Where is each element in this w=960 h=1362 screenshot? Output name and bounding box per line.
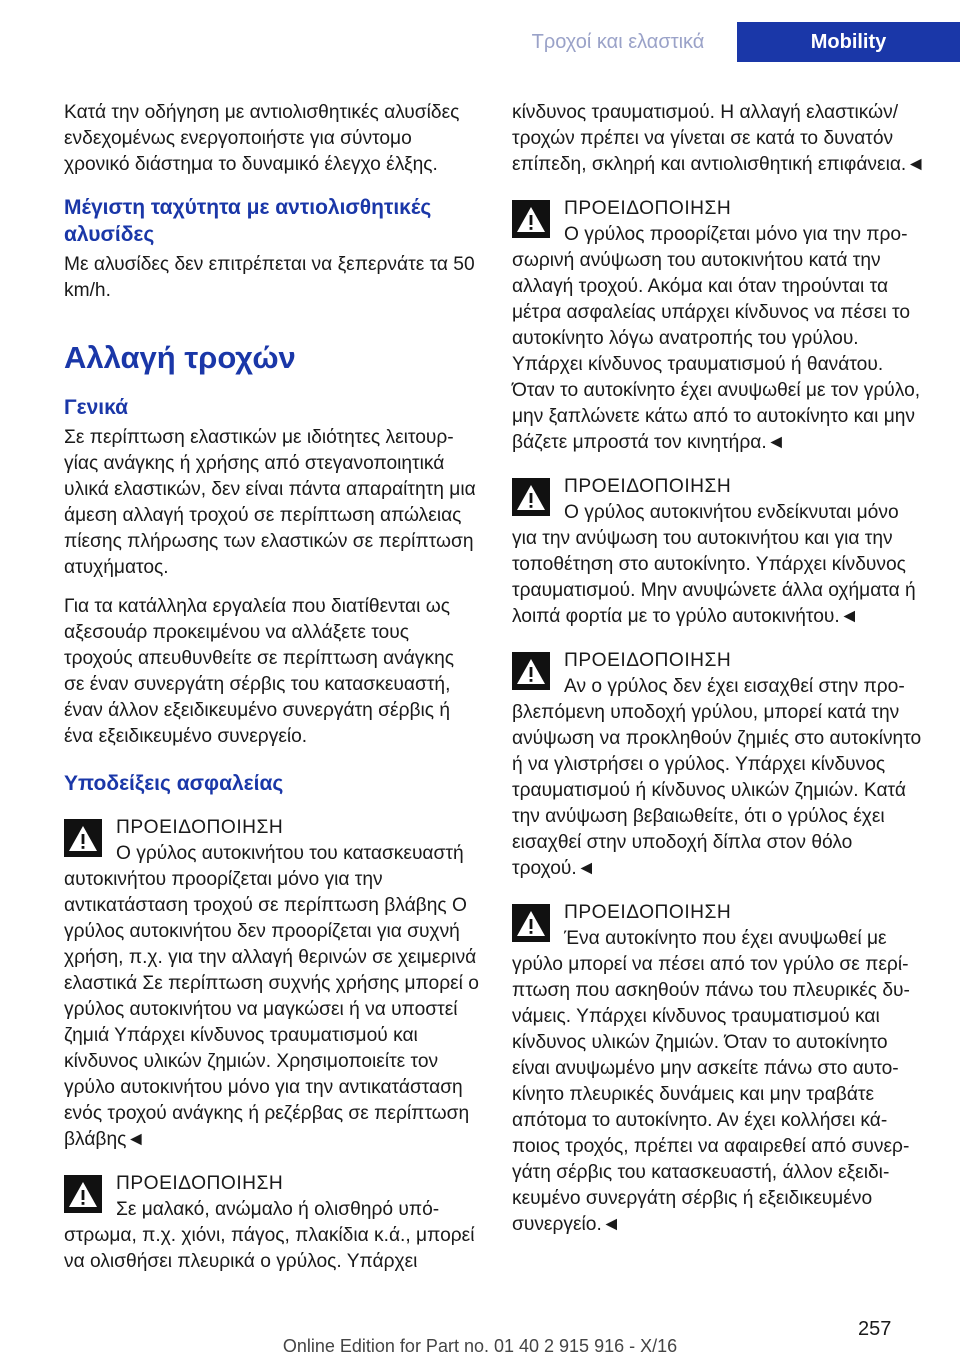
chapter-tab: Mobility (737, 22, 960, 62)
warning-text: Ο γρύλος προορίζεται μόνο για την προσωρινή ανύψωση του αυτοκινήτου κατά την αλλαγή τροχού. Ακόμα και όταν τηρούνται τα μέτρα ασφαλείας υπάρχει κίνδυνος να πέσει το αυτοκίνητο λόγω ανατροπής του γρύλου. Υπάρχει κίνδυνος τραυματισμού ή θανάτου. Όταν το αυτοκίνητο έχει ανυψωθεί με τον γρύλο, μην ξαπλώνετε κάτω από το αυτοκίνητο και μην βάζετε μπροστά τον κινητήρα.◄ (512, 224, 921, 453)
warning-icon (512, 652, 550, 690)
page-footer (0, 1318, 960, 1358)
warning-icon (512, 478, 550, 516)
section-heading: Αλλαγή τροχών (64, 340, 296, 375)
warning-label: ΠΡΟΕΙΔΟΠΟΙΗΣΗ (564, 198, 732, 219)
right-column (512, 100, 927, 1252)
warning-block (64, 1171, 479, 1275)
warning-block (512, 648, 927, 882)
warning-label: ΠΡΟΕΙΔΟΠΟΙΗΣΗ (564, 902, 732, 923)
continued-paragraph: κίνδυνος τραυματισμού. Η αλλαγή ελαστικών/ τροχών πρέπει να γίνεται σε κατά το δυνατόν επίπεδη, σκληρή και αντιολισθητική επιφάνεια.◄ (512, 102, 926, 175)
left-column (64, 100, 479, 1289)
warning-block (512, 474, 927, 630)
warning-text: Σε μαλακό, ανώμαλο ή ολισθηρό υπόστρωμα, π.χ. χιόνι, πάγος, πλακίδια κ.ά., μπορεί να ολισθήσει πλευρικά ο γρύλος. Υπάρχει (64, 1199, 475, 1272)
section-title: Τροχοί και ελαστικά (531, 31, 705, 53)
warning-icon (64, 819, 102, 857)
general-paragraph-2: Για τα κατάλληλα εργαλεία που διατίθενται ως αξεσουάρ προκειμένου να αλλάξετε τους τροχούς απευθυνθείτε σε περίπτωση ανάγκης σε έναν συνεργάτη σέρβις του κατασκευαστή, έναν άλλον εξειδικευμένο συνεργάτη σέρβις ή ένα εξειδικευμένο συνεργείο. (64, 596, 454, 747)
page-number: 257 (858, 1318, 892, 1340)
warning-block (512, 900, 927, 1238)
warning-icon (512, 200, 550, 238)
intro-paragraph: Κατά την οδήγηση με αντιολισθητικές αλυσίδες ενδεχομένως ενεργοποιήστε για σύντομο χρονικό διάστημα το δυναμικό έλεγχο έλξης. (64, 102, 460, 175)
warning-label: ΠΡΟΕΙΔΟΠΟΙΗΣΗ (564, 476, 732, 497)
max-speed-paragraph: Με αλυσίδες δεν επιτρέπεται να ξεπερνάτε τα 50 km/h. (64, 254, 475, 301)
warning-label: ΠΡΟΕΙΔΟΠΟΙΗΣΗ (564, 650, 732, 671)
warning-icon (512, 904, 550, 942)
warning-block (64, 815, 479, 1153)
warning-label: ΠΡΟΕΙΔΟΠΟΙΗΣΗ (116, 1173, 284, 1194)
warning-text: Ένα αυτοκίνητο που έχει ανυψωθεί με γρύλο μπορεί να πέσει από τον γρύλο σε περίπτωση που ασκηθούν πάνω του πλευρικές δυνάμεις. Υπάρχει κίνδυνος τραυματισμού και κίνδυνος υλικών ζημιών. Όταν το αυτοκίνητο είναι ανυψωμένο μην ασκείτε πάνω στο αυτοκίνητο πλευρικές δυνάμεις και μην τραβάτε απότομα το αυτοκίνητο. Αν έχει κολλήσει κάποιος τροχός, πρέπει να αφαιρεθεί από συνεργάτη σέρβις του κατασκευαστή, άλλον εξειδικευμένο συνεργάτη σέρβις ή εξειδικευμένο συνεργείο.◄ (512, 928, 910, 1235)
warning-icon (64, 1175, 102, 1213)
max-speed-heading: Μέγιστη ταχύτητα με αντιολισθητικές αλυσίδες (64, 196, 432, 246)
warning-block (512, 196, 927, 456)
general-heading: Γενικά (64, 396, 129, 419)
warning-label: ΠΡΟΕΙΔΟΠΟΙΗΣΗ (116, 817, 284, 838)
edition-note: Online Edition for Part no. 01 40 2 915 916 - X/16 (282, 1336, 678, 1356)
warning-text: Αν ο γρύλος δεν έχει εισαχθεί στην προβλεπόμενη υποδοχή γρύλου, μπορεί κατά την ανύψωση να προκληθούν ζημιές στο αυτοκίνητο ή να γλιστρήσει ο γρύλος. Υπάρχει κίνδυνος τραυματισμού ή κίνδυνος υλικών ζημιών. Κατά την ανύψωση βεβαιωθείτε, ότι ο γρύλος έχει εισαχθεί στην υποδοχή δίπλα στον θόλο τροχού.◄ (512, 676, 922, 879)
warning-text: Ο γρύλος αυτοκινήτου ενδείκνυται μόνο για την ανύψωση του αυτοκινήτου και για την τοποθέτηση στο αυτοκίνητο. Υπάρχει κίνδυνος τραυματισμού. Μην ανυψώνετε άλλα οχήματα ή λοιπά φορτία με το γρύλο αυτοκινήτου.◄ (512, 502, 916, 627)
safety-heading: Υποδείξεις ασφαλείας (64, 772, 284, 795)
page-header (0, 0, 960, 62)
general-paragraph-1: Σε περίπτωση ελαστικών με ιδιότητες λειτουργίας ανάγκης ή χρήσης από στεγανοποιητικά υλικά ελαστικών, δεν είναι πάντα απαραίτητη μια άμεση αλλαγή τροχού σε περίπτωση απώλειας πίεσης πλήρωσης των ελαστικών σε περίπτωση ατυχήματος. (64, 427, 476, 578)
warning-text: Ο γρύλος αυτοκινήτου του κατασκευαστή αυτοκινήτου προορίζεται μόνο για την αντικατάσταση τροχού σε περίπτωση βλάβης Ο γρύλος αυτοκινήτου δεν προορίζεται για συχνή χρήση, π.χ. για την αλλαγή θερινών σε χειμερινά ελαστικά Σε περίπτωση συχνής χρήσης μπορεί ο γρύλος αυτοκινήτου να μαγκώσει ή να υποστεί ζημιά Υπάρχει κίνδυνος τραυματισμού και κίνδυνος υλικών ζημιών. Χρησιμοποιείτε τον γρύλο αυτοκινήτου μόνο για την αντικατάσταση ενός τροχού ανάγκης ή ρεζέρβας σε περίπτωση βλάβης◄ (64, 843, 479, 1150)
